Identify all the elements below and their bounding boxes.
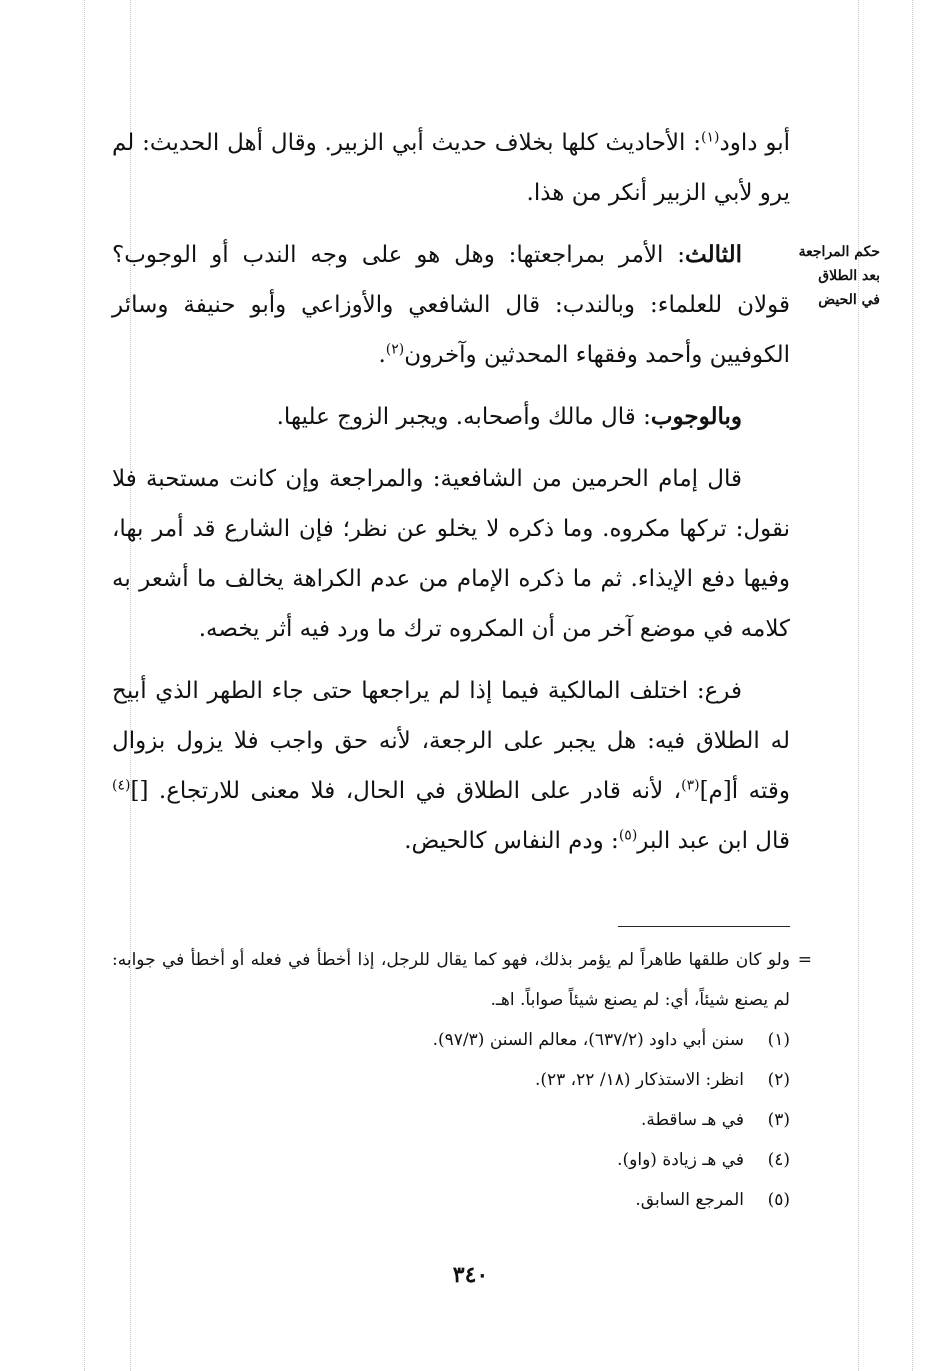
page-number: ٣٤٠ — [452, 1262, 489, 1288]
edge-dotted-line-left — [84, 0, 85, 1371]
paragraph-branch: فرع: اختلف المالكية فيما إذا لم يراجعها حتى جاء الطهر الذي أبيح له الطلاق فيه: هل يجبر على الرجعة، لأنه حق واجب فلا يزول بزوال وقته أ[م]$^{(٣)}$، لأنه قادر على الطلاق في الحال، فلا معنى للارتجاع. []$^{(٤)}$ قال ابن عبد البر$^{(٥)}$: ودم النفاس كالحيض. — [112, 678, 790, 854]
edge-dotted-line-right — [912, 0, 913, 1371]
footnote-item — [112, 1180, 812, 1220]
footnote-item — [112, 1060, 812, 1100]
footnote-continuation — [112, 940, 812, 1020]
lead-word-third: الثالث — [685, 241, 742, 268]
footnote-item — [112, 1020, 812, 1060]
footnote-ref-2: (٢) — [385, 341, 405, 358]
margin-heading: حكم المراجعة بعد الطلاق في الحيض — [798, 244, 880, 308]
footnote-number: (٢) — [767, 1070, 790, 1090]
footnote-ref-5: (٥) — [618, 827, 638, 844]
footnote-text: المرجع السابق. — [635, 1190, 744, 1210]
paragraph-third: الثالث: الأمر بمراجعتها: وهل هو على وجه الندب أو الوجوب؟ قولان للعلماء: وبالندب: قال الشافعي والأوزاعي وأبو حنيفة وسائر الكوفيين وأحمد وفقهاء المحدثين وآخرون$^{(٢)}$. — [112, 241, 790, 368]
footnote-text: في هـ زيادة (واو). — [617, 1150, 744, 1170]
footnote-text: سنن أبي داود (٦٣٧/٢)، معالم السنن (٩٧/٣). — [432, 1030, 744, 1050]
footnote-item — [112, 1140, 812, 1180]
footnote-number: (١) — [767, 1030, 790, 1050]
footnote-separator — [618, 926, 790, 927]
main-text — [112, 118, 790, 878]
paragraph-obligation: وبالوجوب: قال مالك وأصحابه. ويجبر الزوج عليها. — [276, 403, 742, 430]
paragraph-abu-dawud: أبو داود$^{(١)}$: الأحاديث كلها بخلاف حديث أبي الزبير. وقال أهل الحديث: لم يرو لأبي الزبير أنكر من هذا. — [112, 129, 790, 206]
footnote-text: انظر: الاستذكار (١٨/ ٢٢، ٢٣). — [534, 1070, 744, 1090]
footnote-item — [112, 1100, 812, 1140]
footnote-number: (٥) — [767, 1190, 790, 1210]
footnote-ref-1: (١) — [701, 129, 720, 146]
edge-dotted-line-right-inner — [858, 0, 859, 1371]
footnote-text: في هـ ساقطة. — [640, 1110, 744, 1130]
footnote-number: (٣) — [767, 1110, 790, 1130]
footnote-ref-4: (٤) — [112, 777, 131, 794]
footnotes — [112, 940, 812, 1220]
lead-word-obligation: وبالوجوب — [650, 403, 742, 430]
continuation-text: ولو كان طلقها طاهراً لم يؤمر بذلك، فهو كما يقال للرجل، إذا أخطأ في فعله أو أخطأ في جوابه: لم يصنع شيئاً، أي: لم يصنع شيئاً صواباً. اهـ. — [112, 950, 790, 1010]
footnote-number: (٤) — [767, 1150, 790, 1170]
footnote-ref-3: (٣) — [681, 777, 700, 794]
continuation-mark: = — [797, 950, 812, 970]
paragraph-imam-haramayn: قال إمام الحرمين من الشافعية: والمراجعة وإن كانت مستحبة فلا نقول: تركها مكروه. وما ذكره لا يخلو عن نظر؛ فإن الشارع قد أمر بها، وفيها دفع الإيذاء. ثم ما ذكره الإمام من عدم الكراهة يخالف ما أشعر به كلامه في موضع آخر من أن المكروه ترك ما ورد فيه أثر يخصه. — [112, 466, 790, 642]
